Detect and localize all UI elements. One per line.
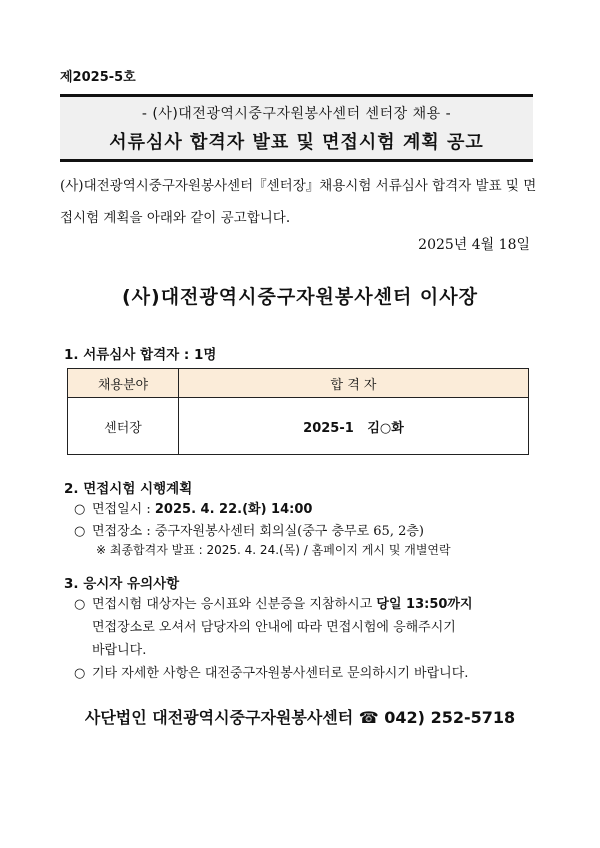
announcement-date: 2025년 4월 18일: [418, 237, 530, 253]
section2-heading: 2. 면접시험 시행계획: [64, 481, 193, 497]
title-main: 서류심사 합격자 발표 및 면접시험 계획 공고: [109, 132, 484, 153]
issuing-organization: (사)대전광역시중구자원봉사센터 이사장: [121, 286, 478, 308]
table-cell-field: 센터장: [68, 398, 179, 455]
bullet-icon: ○: [74, 524, 86, 539]
notice-item-2-text: 기타 자세한 사항은 대전중구자원봉사센터로 문의하시기 바랍니다.: [92, 666, 469, 681]
bullet-icon: ○: [74, 597, 86, 612]
notice-item-2: [74, 662, 468, 681]
footer-organization: 사단법인 대전광역시중구자원봉사센터: [84, 708, 354, 727]
notice-item-1-line2: 면접장소로 오셔서 담당자의 안내에 따라 면접시험에 응해주시기: [92, 620, 456, 635]
footer-contact: [0, 705, 600, 728]
bullet-icon: ○: [74, 666, 86, 681]
final-result-note: ※ 최종합격자 발표 : 2025. 4. 24.(목) / 홈페이지 게시 및 개별연락: [96, 543, 451, 557]
notice-item-1-deadline: 당일 13:50까지: [376, 597, 473, 612]
intro-paragraph: (사)대전광역시중구자원봉사센터『센터장』채용시험 서류심사 합격자 발표 및 면접시험 계획을 아래와 같이 공고합니다.: [60, 178, 537, 226]
table-header-row: [68, 369, 529, 398]
interview-date-value: 2025. 4. 22.(화) 14:00: [154, 502, 313, 517]
interview-date-line: [74, 498, 312, 517]
notice-item-1-line3: 바랍니다.: [92, 643, 147, 658]
interview-date-label: 면접일시 :: [92, 502, 155, 517]
notice-item-1: [74, 593, 473, 612]
table-header: 합 격 자: [179, 369, 529, 398]
bullet-icon: ○: [74, 502, 86, 517]
title-box: [60, 94, 533, 162]
section1-heading: 1. 서류심사 합격자 : 1명: [64, 347, 217, 363]
table-row: [68, 398, 529, 455]
document-number: 제2025-5호: [60, 70, 136, 85]
interview-place-line: [74, 520, 424, 539]
table-cell-passer: 2025-1 김○화: [179, 398, 529, 455]
section3-heading: 3. 응시자 유의사항: [64, 576, 180, 592]
footer-phone: 042) 252-5718: [384, 708, 516, 727]
notice-item-1-text: 면접시험 대상자는 응시표와 신분증을 지참하시고: [92, 597, 377, 612]
interview-place: 면접장소 : 중구자원봉사센터 회의실(중구 충무로 65, 2층): [92, 524, 424, 539]
title-subtitle: - (사)대전광역시중구자원봉사센터 센터장 채용 -: [141, 106, 452, 122]
table-header: 채용분야: [68, 369, 179, 398]
pass-table: [67, 368, 529, 455]
phone-icon: ☎: [358, 708, 379, 727]
